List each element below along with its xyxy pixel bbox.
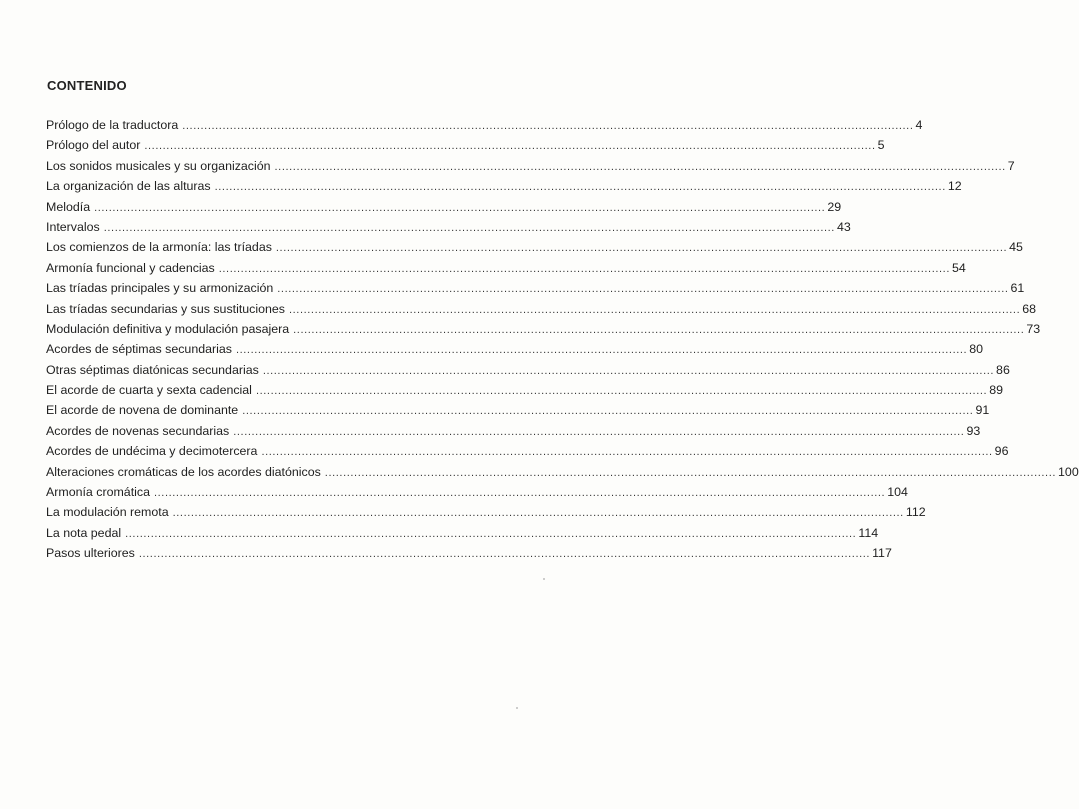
toc-entry-title: Acordes de séptimas secundarias: [46, 342, 232, 357]
toc-entry-title: Melodía: [46, 199, 91, 214]
toc-entry-title: Acordes de undécima y decimotercera: [46, 444, 258, 459]
toc-entry: [46, 360, 1010, 380]
dot-leader: ........................................................................................................................................................................................................: [262, 364, 995, 377]
toc-entry-title: Armonía funcional y cadencias: [46, 260, 215, 275]
dot-leader: ........................................................................................................................................................................................................: [144, 140, 876, 153]
toc-entry: [46, 319, 1041, 339]
dot-leader: ........................................................................................................................................................................................................: [275, 242, 1008, 255]
toc-entry-page-number: 89: [989, 383, 1003, 398]
dot-leader: ........................................................................................................................................................................................................: [182, 120, 914, 132]
dot-leader: ........................................................................................................................................................................................................: [235, 344, 968, 357]
dot-leader: ........................................................................................................................................................................................................: [261, 446, 993, 459]
toc-entry: [46, 217, 851, 237]
toc-entry-title: Acordes de novenas secundarias: [46, 423, 230, 438]
toc-entry-title: El acorde de novena de dominante: [46, 403, 239, 418]
toc-entry-title: Modulación definitiva y modulación pasajera: [46, 321, 290, 336]
toc-entry: [46, 299, 1037, 319]
toc-entry-title: Las tríadas principales y su armonización: [46, 281, 274, 296]
dot-leader: ........................................................................................................................................................................................................: [274, 160, 1006, 173]
dot-leader: ........................................................................................................................................................................................................: [218, 262, 950, 275]
toc-entry-page-number: 29: [827, 199, 842, 214]
toc-entry: [46, 156, 1015, 176]
toc-entry: [46, 115, 923, 135]
toc-entry: [46, 441, 1009, 461]
toc-entry-page-number: 4: [915, 118, 923, 132]
toc-entry-page-number: 5: [877, 138, 885, 153]
toc-entry-title: Alteraciones cromáticas de los acordes diatónicos: [46, 464, 321, 479]
dot-leader: ........................................................................................................................................................................................................: [255, 385, 988, 398]
dot-leader: ........................................................................................................................................................................................................: [289, 303, 1021, 316]
toc-entry-title: Intervalos: [46, 219, 100, 234]
toc-entry: [46, 543, 892, 563]
toc-entry: [46, 523, 879, 543]
toc-entry-title: La modulación remota: [46, 505, 169, 520]
toc-entry-page-number: 61: [1010, 281, 1025, 296]
toc-entry-page-number: 45: [1009, 240, 1023, 255]
toc-entry-title: Armonía cromática: [46, 485, 150, 500]
toc-entry-title: Los comienzos de la armonía: las tríadas: [46, 240, 272, 255]
toc-entry-page-number: 43: [836, 219, 851, 234]
dot-leader: ........................................................................................................................................................................................................: [172, 507, 904, 520]
toc-entry-page-number: 73: [1026, 321, 1041, 336]
toc-entry: [46, 197, 842, 217]
toc-entry-page-number: 114: [858, 525, 879, 540]
toc-entry-title: Otras séptimas diatónicas secundarias: [46, 362, 259, 377]
paper-speck: [516, 707, 518, 709]
dot-leader: ........................................................................................................................................................................................................: [214, 181, 946, 194]
dot-leader: ........................................................................................................................................................................................................: [94, 201, 826, 214]
toc-entry-title: Pasos ulteriores: [46, 546, 135, 561]
toc-entry: [46, 258, 966, 278]
table-of-contents: [46, 115, 1079, 564]
dot-leader: ........................................................................................................................................................................................................: [293, 323, 1025, 336]
toc-entry: [46, 482, 908, 502]
toc-entry-page-number: 68: [1022, 301, 1037, 316]
toc-entry-page-number: 7: [1007, 158, 1015, 173]
dot-leader: ........................................................................................................................................................................................................: [233, 425, 965, 438]
dot-leader: ........................................................................................................................................................................................................: [324, 466, 1057, 479]
toc-entry: [46, 278, 1025, 298]
toc-entry-title: Prólogo de la traductora: [46, 118, 179, 132]
toc-entry-title: La organización de las alturas: [46, 179, 211, 194]
toc-entry: [46, 462, 1079, 482]
dot-leader: ........................................................................................................................................................................................................: [277, 283, 1009, 296]
toc-entry-page-number: 54: [951, 260, 966, 275]
toc-entry-page-number: 86: [996, 362, 1010, 377]
toc-entry-page-number: 117: [872, 546, 892, 561]
paper-speck: [543, 578, 545, 580]
toc-entry: [46, 400, 990, 420]
toc-entry: [46, 135, 885, 155]
toc-entry-page-number: 100: [1058, 464, 1079, 479]
toc-entry-page-number: 12: [947, 179, 962, 194]
toc-entry: [46, 502, 926, 522]
toc-entry-page-number: 104: [887, 485, 908, 500]
toc-entry-title: Los sonidos musicales y su organización: [46, 158, 271, 173]
toc-entry: [46, 380, 1003, 400]
dot-leader: ........................................................................................................................................................................................................: [242, 405, 974, 418]
toc-entry-page-number: 112: [905, 505, 926, 520]
dot-leader: ........................................................................................................................................................................................................: [138, 548, 871, 561]
toc-entry: [46, 421, 981, 441]
toc-entry-title: Las tríadas secundarias y sus sustituciones: [46, 301, 285, 316]
toc-heading: CONTENIDO: [47, 78, 127, 93]
toc-entry: [46, 339, 983, 359]
toc-entry: [46, 176, 962, 196]
dot-leader: ........................................................................................................................................................................................................: [125, 527, 857, 540]
toc-entry-page-number: 96: [994, 444, 1009, 459]
toc-entry-title: Prólogo del autor: [46, 138, 141, 153]
toc-entry: [46, 237, 1023, 257]
toc-entry-page-number: 80: [969, 342, 983, 357]
dot-leader: ........................................................................................................................................................................................................: [103, 221, 835, 234]
toc-entry-title: La nota pedal: [46, 525, 122, 540]
dot-leader: ........................................................................................................................................................................................................: [153, 487, 886, 500]
toc-entry-page-number: 91: [975, 403, 990, 418]
toc-entry-page-number: 93: [966, 423, 981, 438]
toc-entry-title: El acorde de cuarta y sexta cadencial: [46, 383, 252, 398]
